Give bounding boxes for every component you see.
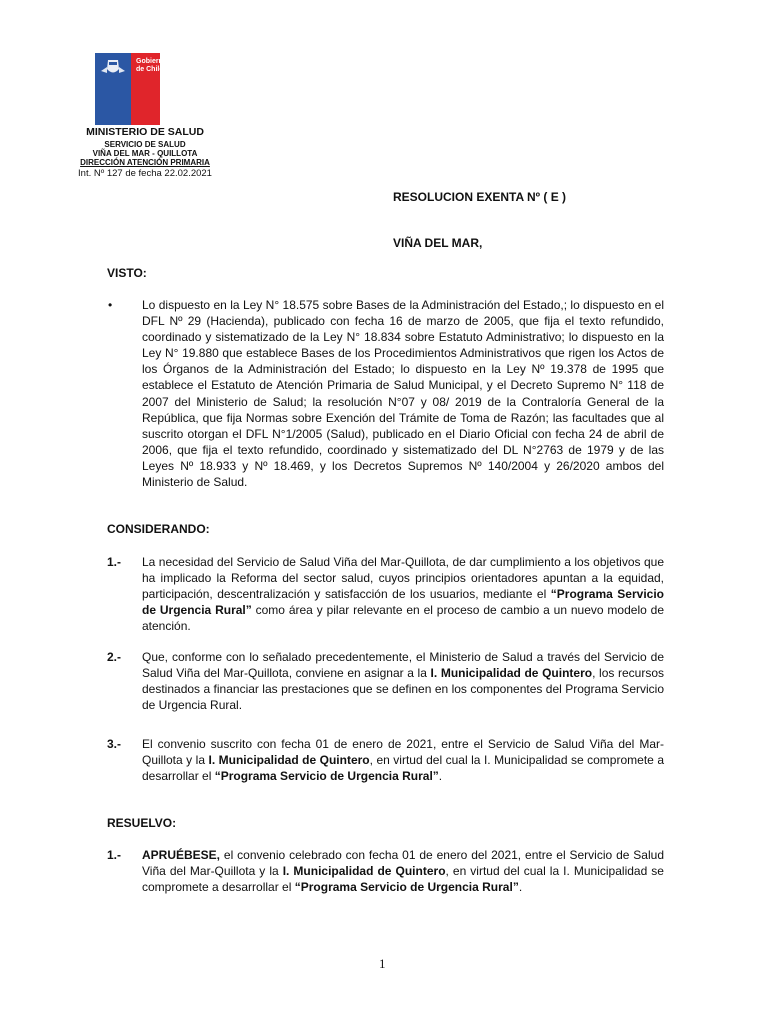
internal-reference: Int. Nº 127 de fecha 22.02.2021 — [78, 168, 212, 179]
region-label: VIÑA DEL MAR - QUILLOTA — [92, 149, 198, 158]
service-label: SERVICIO DE SALUD — [104, 140, 186, 149]
visto-heading: VISTO: — [107, 266, 147, 280]
resuelvo-number-1: 1.- — [107, 848, 122, 862]
considerando-paragraph-2: Que, conforme con lo señalado precedentemente, el Ministerio de Salud a través del Servicio de Salud Viña del Mar-Quillota, conviene en asignar a la I. Municipalidad de Quintero, los recursos destinados a financiar las prestaciones que se definen en los componentes del Programa Servicio de Urgencia Rural. — [142, 650, 665, 713]
ministry-label: MINISTERIO DE SALUD — [86, 126, 204, 138]
considerando-number-1: 1.- — [107, 555, 122, 569]
considerando-paragraph-1: La necesidad del Servicio de Salud Viña del Mar-Quillota, de dar cumplimiento a los objetivos que ha implicado la Reforma del sector salud, cuyos principios orientadores apuntan a la equidad, participación, descentralización y satisfacción de los usuarios, mediante el “Programa Servicio de Urgencia Rural” como área y pilar relevante en el proceso de cambio a un nuevo modelo de atención. — [142, 555, 664, 634]
considerando-paragraph-3: El convenio suscrito con fecha 01 de enero de 2021, entre el Servicio de Salud Viña del Mar-Quillota y la I. Municipalidad de Quintero, en virtud del cual la I. Municipalidad se compromete a desarrollar el “Programa Servicio de Urgencia Rural”. — [142, 737, 664, 784]
place-line: VIÑA DEL MAR, — [393, 236, 483, 250]
considerando-number-2: 2.- — [107, 650, 122, 664]
gobierno-de-chile-logo — [95, 53, 168, 125]
resuelvo-heading: RESUELVO: — [107, 816, 177, 830]
visto-paragraph: Lo dispuesto en la Ley N° 18.575 sobre Bases de la Administración del Estado,; lo dispuesto en el DFL Nº 29 (Hacienda), publicado con fecha 16 de marzo de 2005, que fija el texto refundido, coordinado y sistematizado de la Ley N° 18.834 sobre Estatuto Administrativo; lo dispuesto en la Ley N° 19.880 que establece Bases de los Procedimientos Administrativos que rigen los Actos de los Órganos de la Administración del Estado; lo dispuesto en la Ley Nº 19.378 de 1995 que establece el Estatuto de Atención Primaria de Salud Municipal, y el Decreto Supremo N° 118 de 2007 del Ministerio de Salud; la resolución N°07 y 08/ 2019 de la Contraloría General de la República, que fija Normas sobre Exención del Trámite de Toma de Razón; las facultades que al suscrito otorgan el DFL N°1/2005 (Salud), publicado en el Diario Oficial con fecha 24 de abril de 2006, que fija el texto refundido, coordinado y sistematizado del DL N°2763 de 1979 y de las Leyes Nº 18.933 y Nº 18.469, y los Decretos Supremos Nº 140/2004 y 26/2020 ambos del Ministerio de Salud. — [142, 298, 664, 490]
logo-text: Gobierno de Chile — [136, 58, 168, 73]
resuelvo-paragraph-1: APRUÉBESE, el convenio celebrado con fecha 01 de enero del 2021, entre el Servicio de Salud Viña del Mar-Quillota y la I. Municipalidad de Quintero, en virtud del cual la I. Municipalidad se compromete a desarrollar el “Programa Servicio de Urgencia Rural”. — [142, 848, 664, 895]
bullet-marker: • — [108, 298, 113, 312]
page-number: 1 — [379, 956, 386, 971]
resolution-title: RESOLUCION EXENTA Nº ( E ) — [393, 190, 567, 204]
coat-of-arms-icon — [98, 57, 128, 79]
considerando-number-3: 3.- — [107, 737, 122, 751]
department-label: DIRECCIÓN ATENCIÓN PRIMARIA — [80, 158, 210, 167]
considerando-heading: CONSIDERANDO: — [107, 522, 210, 536]
